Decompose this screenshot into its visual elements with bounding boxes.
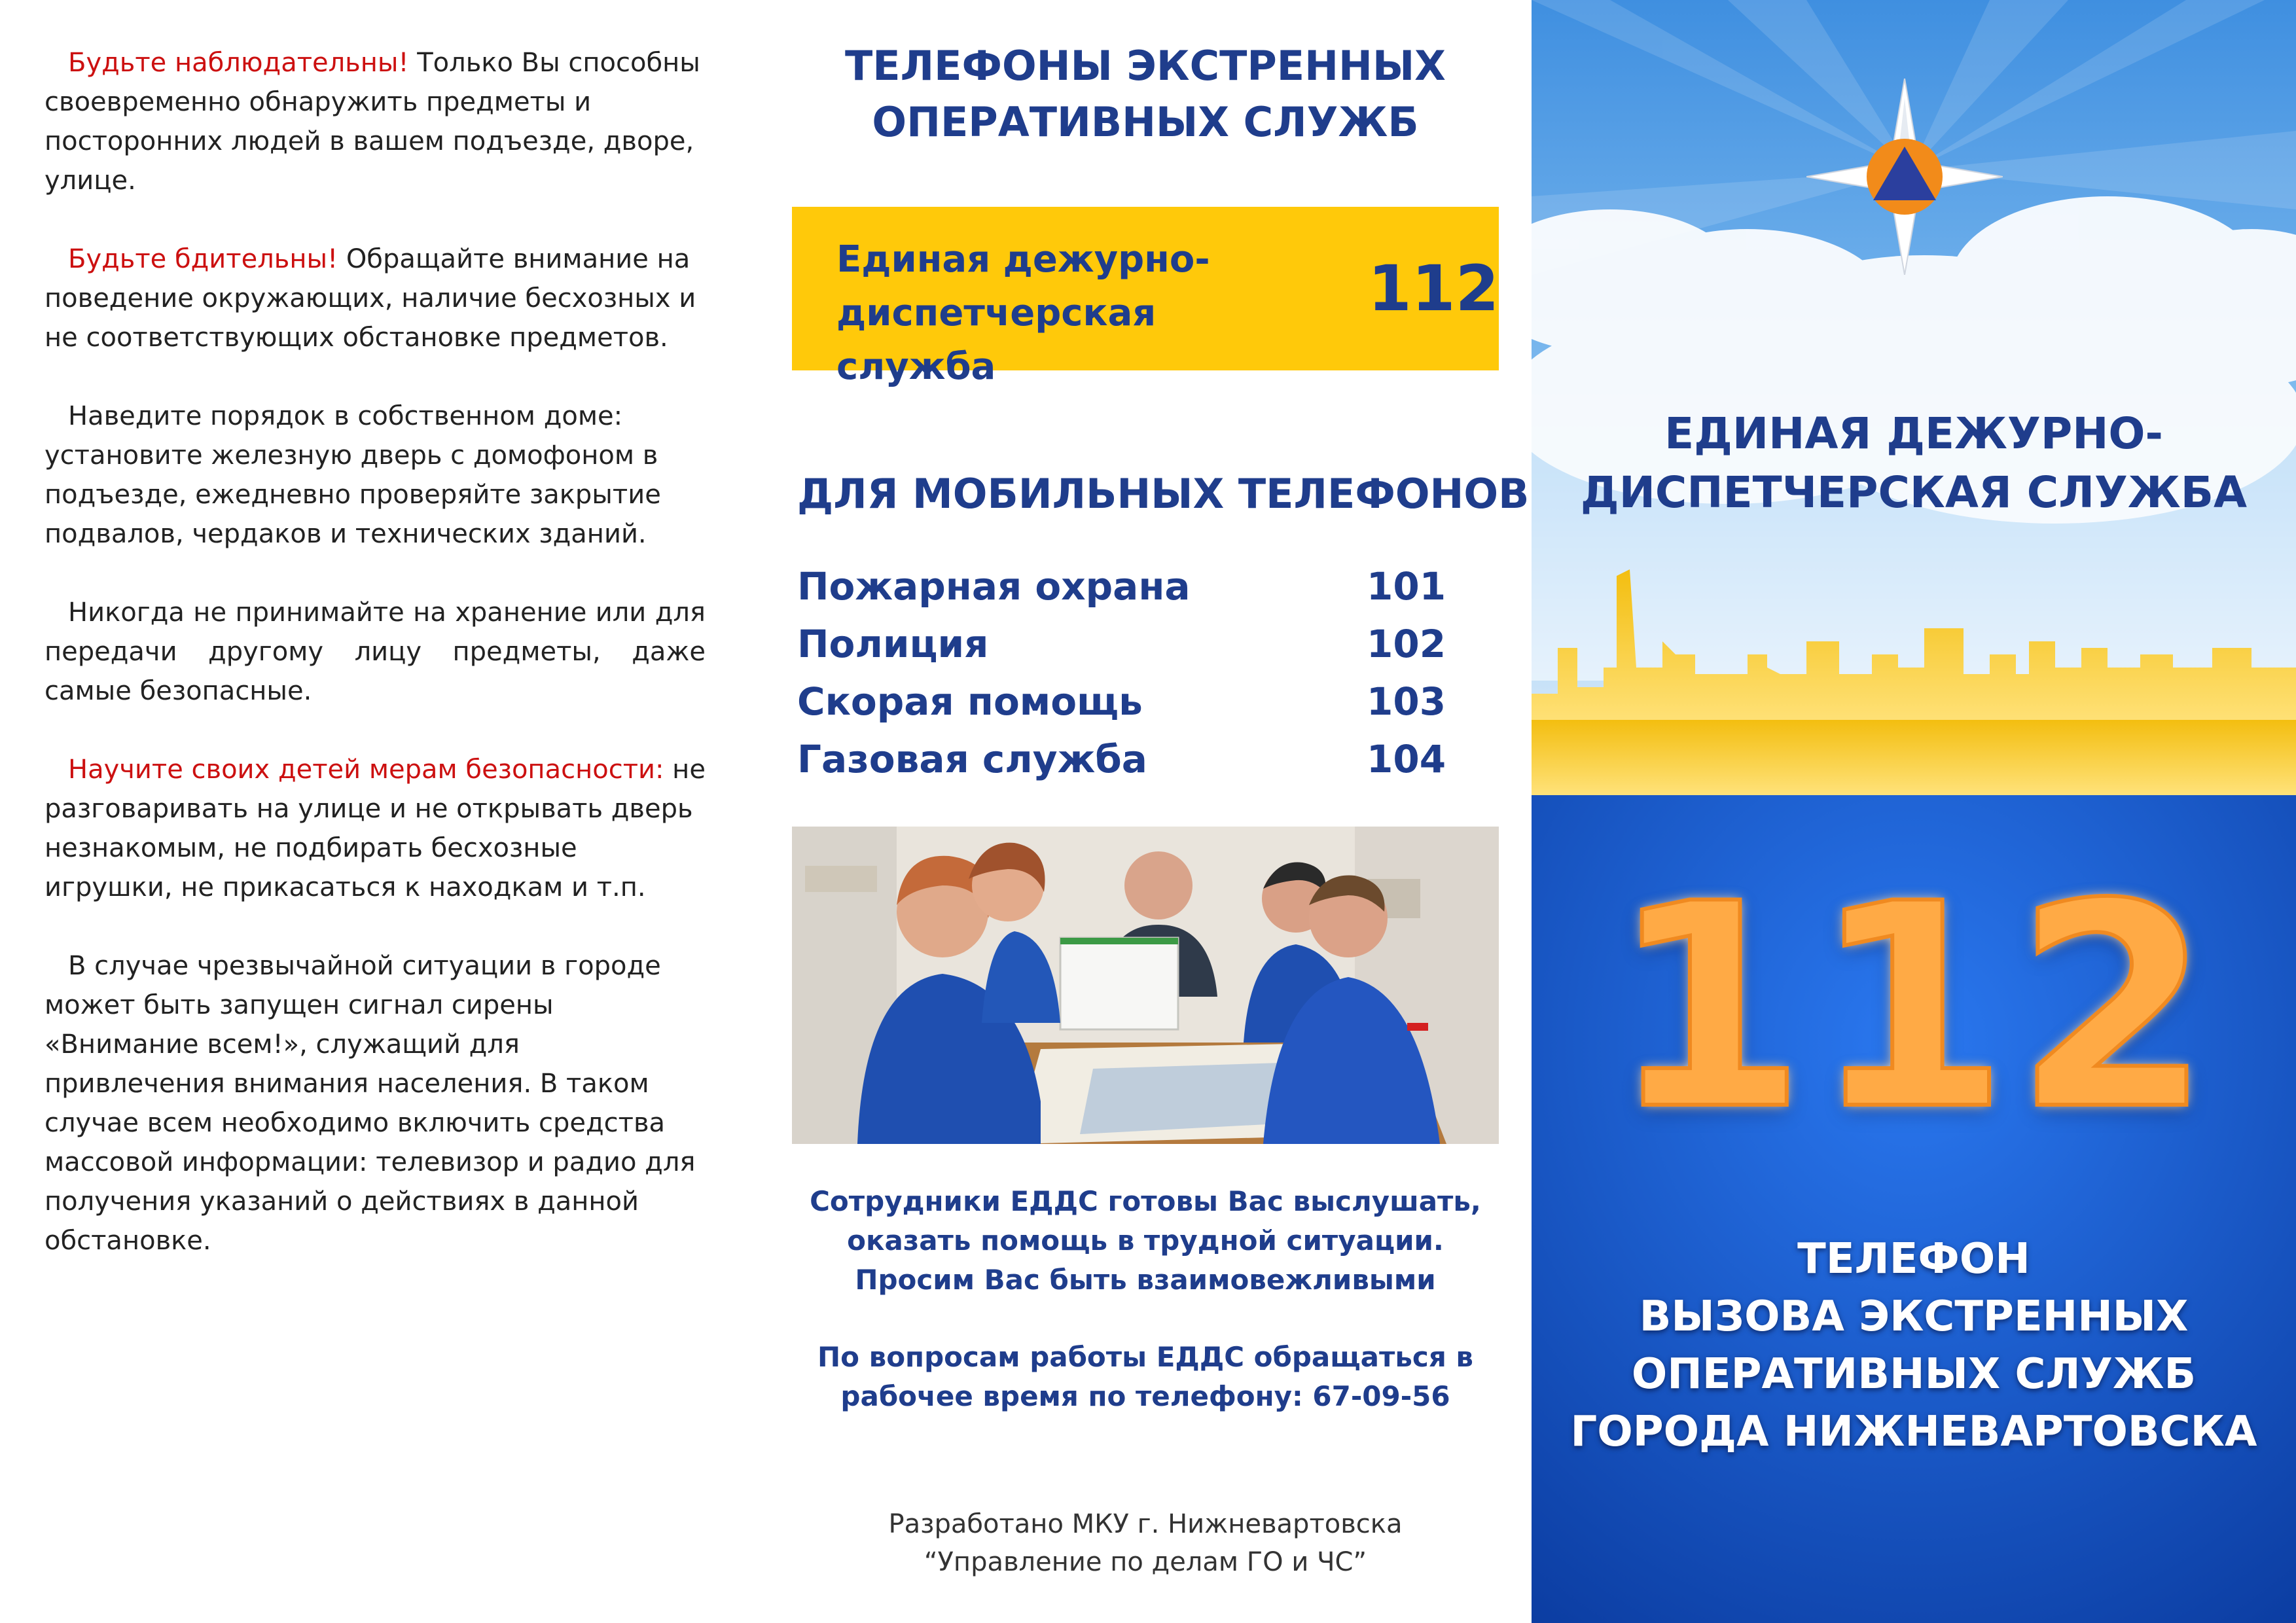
credit-line1: Разработано МКУ г. Нижневартовска bbox=[888, 1509, 1403, 1539]
credit-line2: “Управление по делам ГО и ЧС” bbox=[924, 1547, 1367, 1577]
phone-name: Пожарная охрана bbox=[797, 564, 1191, 609]
phone-row-ambulance bbox=[797, 673, 1452, 730]
right-bottom-line2: ВЫЗОВА ЭКСТРЕННЫХ bbox=[1639, 1293, 2189, 1341]
paragraph-siren-text: В случае чрезвычайной ситуации в городе может быть запущен сигнал сирены «Внимание всем!», служащий для привлечения внимания населения. В таком случае всем необходимо включить средства массовой информации: телевизор и радио для получения указаний о действиях в данной обстановке. bbox=[45, 951, 696, 1256]
paragraph-vigilant-heading: Будьте бдительны! bbox=[68, 244, 338, 274]
right-service-title-line2: ДИСПЕТЧЕРСКАЯ СЛУЖБА bbox=[1580, 467, 2248, 518]
staff-note-line1: Сотрудники ЕДДС готовы Вас выслушать, bbox=[810, 1185, 1481, 1217]
paragraph-home-order bbox=[45, 397, 706, 554]
paragraph-teach-children bbox=[45, 750, 706, 907]
phone-row-gas bbox=[797, 730, 1452, 788]
staff-note-line2: оказать помощь в трудной ситуации. bbox=[847, 1224, 1444, 1257]
paragraph-never-accept-text: Никогда не принимайте на хранение или для передачи другому лицу предметы, даже самые безопасные. bbox=[45, 597, 706, 706]
right-bottom-caption bbox=[1532, 1230, 2296, 1461]
emergency-number-112: 112 bbox=[1610, 844, 2217, 1171]
phone-row-fire bbox=[797, 558, 1452, 615]
unified-service-number: 112 bbox=[1368, 252, 1499, 325]
right-bottom-line4: ГОРОДА НИЖНЕВАРТОВСКА bbox=[1570, 1408, 2257, 1456]
staff-note-line3: Просим Вас быть взаимовежливыми bbox=[855, 1264, 1436, 1296]
phone-number: 104 bbox=[1367, 737, 1446, 781]
contact-note bbox=[759, 1338, 1532, 1416]
paragraph-observe-text: Только Вы способны своевременно обнаружить предметы и посторонних людей в вашем подъезде, дворе, улице. bbox=[45, 48, 700, 196]
paragraph-teach-children-heading: Научите своих детей мерам безопасности: bbox=[68, 755, 664, 785]
emercom-emblem-icon bbox=[1806, 79, 2003, 275]
phone-name: Полиция bbox=[797, 622, 989, 666]
unified-service-label-line2: диспетчерская служба bbox=[836, 292, 1157, 388]
middle-panel bbox=[759, 0, 1532, 1623]
right-bottom-line1: ТЕЛЕФОН bbox=[1797, 1235, 2030, 1283]
emergency-title-line2: ОПЕРАТИВНЫХ СЛУЖБ bbox=[872, 98, 1419, 146]
unified-service-label bbox=[836, 233, 1308, 394]
phone-number: 102 bbox=[1367, 622, 1446, 666]
left-panel bbox=[0, 0, 759, 1623]
right-panel bbox=[1532, 0, 2296, 1623]
contact-note-line2: рабочее время по телефону: 67-09-56 bbox=[840, 1380, 1450, 1412]
unified-service-box bbox=[792, 207, 1499, 388]
right-service-title bbox=[1532, 404, 2296, 522]
paragraph-vigilant-text: Обращайте внимание на поведение окружающих, наличие бесхозных и не соответствующих обстановке предметов. bbox=[45, 244, 696, 353]
credit bbox=[759, 1505, 1532, 1581]
paragraph-teach-children-text: не разговаривать на улице и не открывать дверь незнакомым, не подбирать бесхозные игрушки, не прикасаться к находкам и т.п. bbox=[45, 755, 706, 902]
phone-number: 101 bbox=[1367, 564, 1446, 609]
emergency-title-line1: ТЕЛЕФОНЫ ЭКСТРЕННЫХ bbox=[845, 42, 1446, 90]
right-bottom-line3: ОПЕРАТИВНЫХ СЛУЖБ bbox=[1631, 1350, 2197, 1399]
staff-photo bbox=[792, 827, 1499, 1144]
phone-row-police bbox=[797, 615, 1452, 673]
contact-note-line1: По вопросам работы ЕДДС обращаться в bbox=[817, 1341, 1473, 1373]
paragraph-siren bbox=[45, 946, 706, 1260]
unified-service-label-line1: Единая дежурно- bbox=[836, 238, 1210, 281]
paragraph-vigilant bbox=[45, 240, 706, 357]
phone-number: 103 bbox=[1367, 679, 1446, 724]
right-service-title-line1: ЕДИНАЯ ДЕЖУРНО- bbox=[1664, 408, 2163, 459]
paragraph-observe bbox=[45, 43, 706, 200]
paragraph-home-order-text: Наведите порядок в собственном доме: установите железную дверь с домофоном в подъезде, ежедневно проверяйте закрытие подвалов, чердаков и технических зданий. bbox=[45, 401, 661, 549]
paragraph-observe-heading: Будьте наблюдательны! bbox=[68, 48, 409, 78]
mobile-phones-title: ДЛЯ МОБИЛЬНЫХ ТЕЛЕФОНОВ bbox=[797, 470, 1530, 518]
phone-name: Скорая помощь bbox=[797, 679, 1143, 724]
phone-name: Газовая служба bbox=[797, 737, 1147, 781]
staff-note bbox=[759, 1182, 1532, 1300]
paragraph-never-accept bbox=[45, 593, 706, 711]
